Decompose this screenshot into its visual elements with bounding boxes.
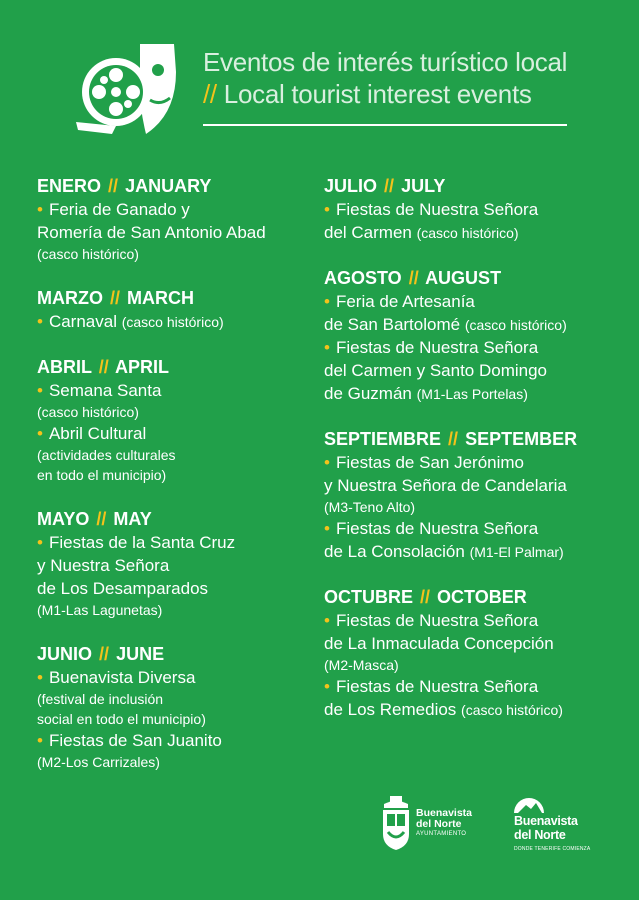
event-text: y Nuestra Señora [37,556,170,575]
event-text: de Guzmán [324,384,412,403]
title-underline [203,124,567,126]
month-name-es: MAYO [37,509,90,529]
event-text: Fiestas de Nuestra Señora [335,677,539,696]
event-location: (casco histórico) [416,225,519,241]
month-name-es: MARZO [37,288,103,308]
event-text: Fiestas de Nuestra Señora [335,519,539,538]
left-column [37,174,307,794]
bullet-icon: • [324,453,330,472]
month-heading [37,355,307,379]
event-item [324,517,624,563]
event-item [324,675,624,721]
month-june [37,642,307,772]
event-location: (casco histórico) [464,317,567,333]
month-january [37,174,307,264]
month-may [37,507,307,620]
event-location: (actividades culturales [37,447,176,463]
event-text: Fiestas de Nuestra Señora [335,200,539,219]
event-text: Feria de Artesanía [335,292,475,311]
event-text: de Los Desamparados [37,579,209,598]
event-text: Romería de San Antonio Abad [37,223,266,242]
event-item [37,198,307,264]
page-title [203,46,573,110]
month-name-en: AUGUST [425,268,502,288]
event-item [37,422,307,485]
right-column [324,174,624,743]
event-item [324,609,624,675]
event-location: (M2-Masca) [324,657,399,673]
event-text: Feria de Ganado y [48,200,190,219]
logo-subtext: AYUNTAMIENTO [416,831,467,837]
event-item [324,451,624,517]
event-location: (casco histórico) [461,702,563,718]
month-separator: // [108,176,119,196]
film-reel-theater-mask-icon [76,42,178,136]
bullet-icon: • [324,200,330,219]
event-item [324,336,624,405]
month-separator: // [420,587,431,607]
event-text: Fiestas de la Santa Cruz [48,533,236,552]
month-separator: // [110,288,121,308]
month-name-en: JULY [401,176,446,196]
event-text: de Los Remedios [324,700,457,719]
brand-text: Buenavista [514,814,578,828]
logo-text: del Norte [416,818,462,830]
event-item [37,729,307,772]
title-english: Local tourist interest events [223,79,532,109]
event-item [37,379,307,422]
event-location: (M1-Las Lagunetas) [37,602,163,618]
event-text: Semana Santa [48,381,162,400]
month-heading [37,286,307,310]
month-separator: // [408,268,419,288]
event-location: (casco histórico) [37,246,139,262]
event-text: de La Inmaculada Concepción [324,634,554,653]
brand-tagline: DONDE TENERIFE COMIENZA [514,846,591,852]
brand-logo [512,793,612,853]
title-english-line [203,78,573,110]
month-name-en: JUNE [116,644,165,664]
bullet-icon: • [37,381,43,400]
month-heading [37,174,307,198]
event-item [324,198,624,244]
event-item [324,290,624,336]
event-location: (M3-Teno Alto) [324,499,416,515]
event-location: en todo el municipio) [37,467,167,483]
month-separator: // [96,509,107,529]
month-october [324,585,624,721]
title-separator: // [203,79,217,109]
event-location: (M1-El Palmar) [469,544,564,560]
event-text: de San Bartolomé [324,315,461,334]
month-heading [37,642,307,666]
bullet-icon: • [37,424,43,443]
event-text: y Nuestra Señora de Candelaria [324,476,567,495]
coat-of-arms-icon [380,794,412,852]
event-location: (casco histórico) [121,314,224,330]
month-name-es: OCTUBRE [324,587,413,607]
event-location: (casco histórico) [37,404,139,420]
event-text: de La Consolación [324,542,465,561]
month-separator: // [448,429,459,449]
event-location: (M2-Los Carrizales) [37,754,160,770]
month-separator: // [384,176,395,196]
event-text: Fiestas de Nuestra Señora [335,338,539,357]
event-text: del Carmen [324,223,412,242]
event-text: Abril Cultural [48,424,147,443]
month-august [324,266,624,405]
month-heading [37,507,307,531]
bullet-icon: • [37,731,43,750]
month-heading [324,427,624,451]
month-name-en: APRIL [115,357,170,377]
bullet-icon: • [37,668,43,687]
bullet-icon: • [324,338,330,357]
bullet-icon: • [324,519,330,538]
month-name-es: ENERO [37,176,102,196]
month-march [37,286,307,333]
bullet-icon: • [37,533,43,552]
bullet-icon: • [324,611,330,630]
sun-mountain-icon [512,793,546,815]
bullet-icon: • [37,312,43,331]
bullet-icon: • [324,292,330,311]
event-text: Carnaval [48,312,117,331]
logo-text: Buenavista [416,807,473,819]
event-location: (festival de inclusión [37,691,164,707]
month-heading [324,585,624,609]
month-name-en: SEPTEMBER [465,429,578,449]
brand-text: del Norte [514,828,566,842]
month-separator: // [98,357,109,377]
event-item [37,310,307,333]
month-heading [324,174,624,198]
month-name-en: MARCH [127,288,195,308]
event-location: (M1-Las Portelas) [416,386,528,402]
event-text: Fiestas de Nuestra Señora [335,611,539,630]
event-location: social en todo el municipio) [37,711,206,727]
bullet-icon: • [37,200,43,219]
event-text: Fiestas de San Jerónimo [335,453,524,472]
month-separator: // [99,644,110,664]
event-text: Buenavista Diversa [48,668,196,687]
month-name-en: OCTOBER [437,587,527,607]
month-july [324,174,624,244]
month-name-es: SEPTIEMBRE [324,429,442,449]
event-item [37,666,307,729]
ayuntamiento-logo [380,794,480,852]
month-name-en: JANUARY [125,176,212,196]
event-text: del Carmen y Santo Domingo [324,361,548,380]
bullet-icon: • [324,677,330,696]
event-text: Fiestas de San Juanito [48,731,222,750]
title-spanish: Eventos de interés turístico local [203,47,568,77]
event-item [37,531,307,620]
month-name-es: AGOSTO [324,268,402,288]
month-september [324,427,624,563]
month-name-es: JULIO [324,176,378,196]
month-april [37,355,307,485]
month-name-es: JUNIO [37,644,93,664]
month-name-es: ABRIL [37,357,92,377]
month-heading [324,266,624,290]
month-name-en: MAY [113,509,152,529]
